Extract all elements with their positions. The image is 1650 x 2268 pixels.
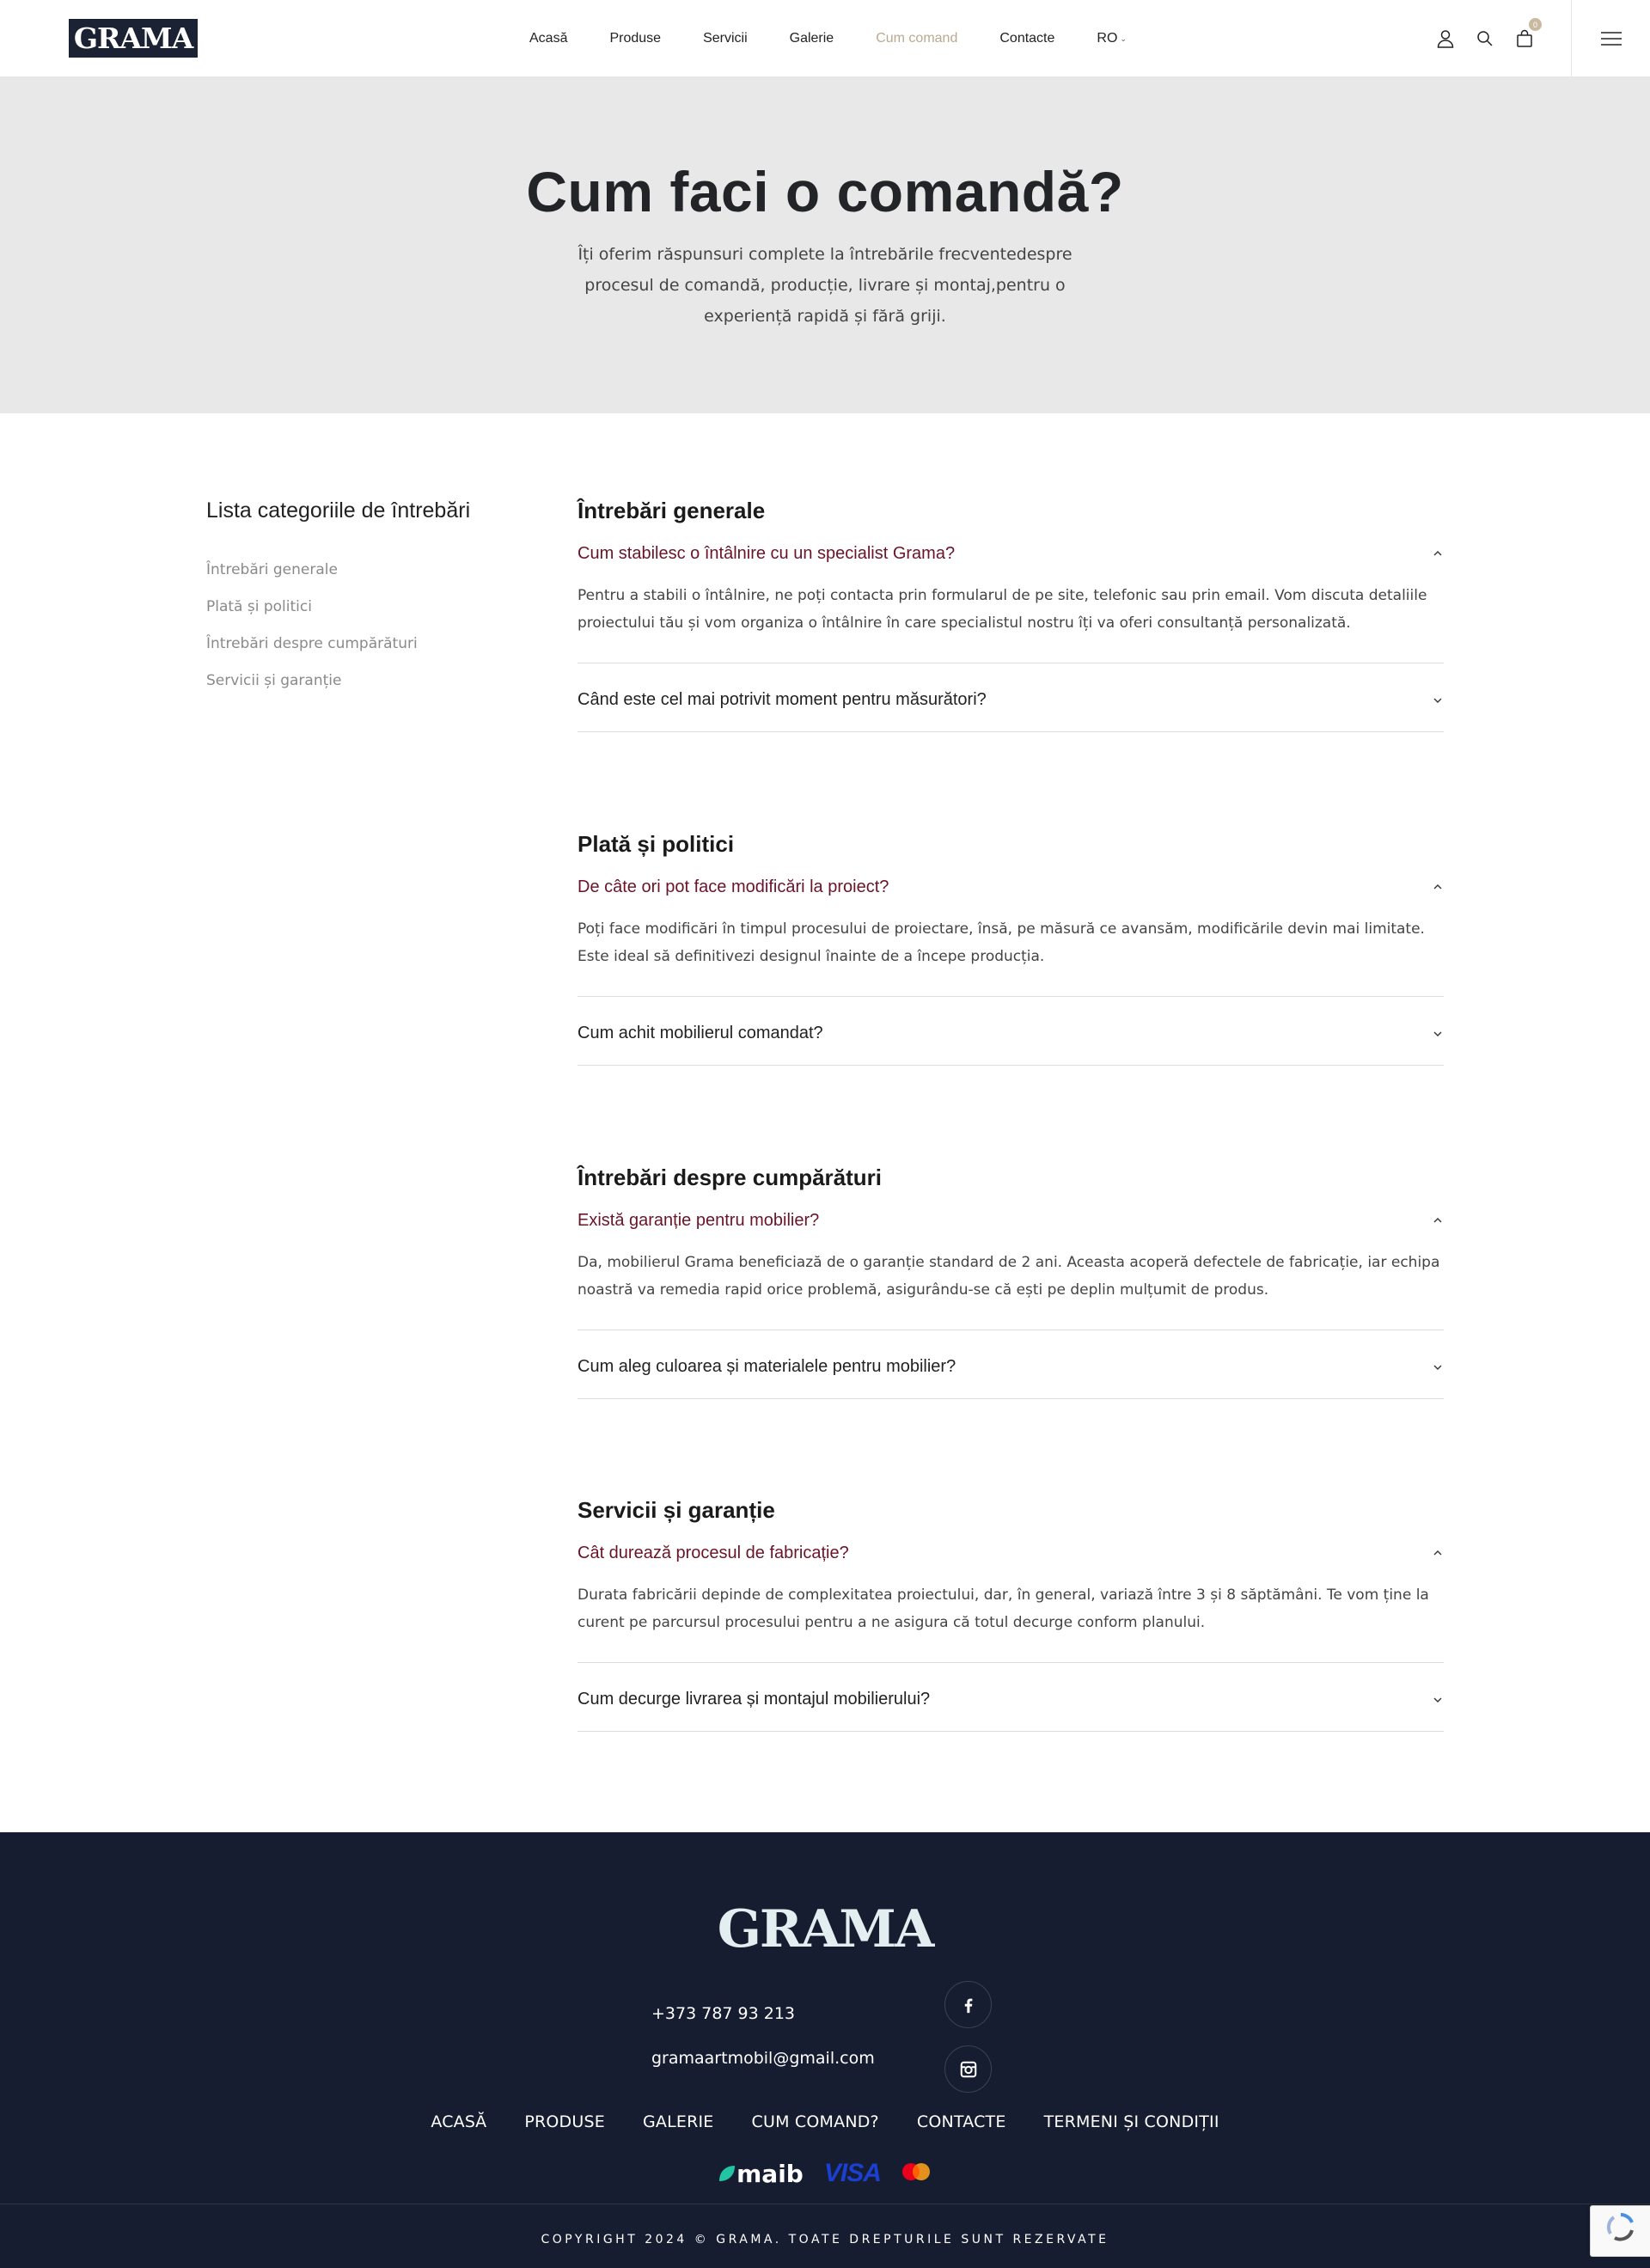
page-subtitle: Îți oferim răspunsuri complete la întrebările frecventedespre procesul de comandă, producție, livrare și montaj,pentru o experiență rapidă și fără griji. [578,245,1072,326]
recaptcha-icon [1605,2211,1636,2242]
shopping-bag-icon[interactable] [1514,20,1537,49]
faq-section-title: Întrebări despre cumpărături [578,1165,882,1190]
copyright: COPYRIGHT 2024 © GRAMA. TOATE DREPTURILE SUNT REZERVATE [541,2233,1109,2247]
footer-logo[interactable]: GRAMA [717,1899,933,1959]
footer-link-contacte[interactable]: CONTACTE [916,2112,1006,2131]
category-link-purchases[interactable]: Întrebări despre cumpărături [206,635,418,652]
language-label: RO [1097,31,1118,46]
instagram-icon [959,2060,978,2079]
chevron-up-icon [1432,1214,1444,1226]
main-nav [529,0,1169,77]
chevron-down-icon: ⌄ [1120,34,1127,43]
faq-section-title: Plată și politici [578,831,735,857]
footer-link-produse[interactable]: PRODUSE [524,2112,605,2131]
footer-nav [0,2112,1650,2131]
maib-logo [718,2160,804,2188]
footer-link-termeni[interactable]: TERMENI ȘI CONDIȚII [1043,2112,1219,2131]
chevron-up-icon [1432,881,1444,893]
chevron-down-icon [1432,1361,1444,1373]
faq-section-purchases [578,1163,1444,1399]
faq-answer: Pentru a stabili o întâlnire, ne poți contacta prin formularul de pe site, telefonic sau prin email. Vom discuta detaliile proiectului tău și vom organiza o întâlnire în care specialistul nostru îți va oferi consultanță personalizată. [578,587,1427,632]
faq-question-toggle[interactable] [578,1206,1444,1235]
faq-question-toggle[interactable] [578,1538,1444,1568]
faq-question: Când este cel mai potrivit moment pentru măsurători? [578,690,987,709]
site-header [0,0,1650,77]
faq-item-open [578,539,1444,663]
nav-item-produse[interactable]: Produse [609,31,662,46]
category-link-general[interactable]: Întrebări generale [206,561,338,578]
visa-logo: VISA [823,2159,881,2187]
maib-leaf-icon [718,2164,736,2183]
faq-section-title: Servicii și garanție [578,1497,775,1523]
faq-question: Cum aleg culoarea și materialele pentru mobilier? [578,1357,956,1376]
page-title: Cum faci o comandă? [526,160,1124,223]
faq-question: Cum decurge livrarea și montajul mobilierului? [578,1690,931,1709]
faq-answer: Da, mobilierul Grama beneficiază de o garanție standard de 2 ani. Aceasta acoperă defectele de fabricație, iar echipa noastră va remedia rapid orice problemă, asigurându-se că ești pe deplin mulțumit de produs. [578,1254,1440,1299]
faq-item-open [578,1206,1444,1330]
nav-item-acasa[interactable]: Acasă [529,31,568,46]
nav-item-contacte[interactable]: Contacte [999,31,1055,46]
faq-question: Cum stabilesc o întâlnire cu un specialist Grama? [578,543,956,563]
hero-section [0,77,1650,413]
user-icon[interactable] [1435,28,1456,49]
instagram-link[interactable] [944,2045,992,2093]
faq-question: Cât durează procesul de fabricație? [578,1543,849,1562]
maib-label: maib [736,2159,804,2188]
faq-question: Cum achit mobilierul comandat? [578,1024,823,1042]
chevron-up-icon [1432,1547,1444,1559]
faq-question: Există garanție pentru mobilier? [578,1210,820,1230]
footer-link-cum-comand[interactable]: CUM COMAND? [751,2112,879,2131]
categories-list [206,559,418,706]
footer-link-acasa[interactable]: ACASĂ [431,2112,487,2131]
site-footer [0,1832,1650,2268]
faq-question-toggle[interactable] [578,1663,1444,1732]
faq-answer: Durata fabricării depinde de complexitatea proiectului, dar, în general, variază între 3 și 8 săptămâni. Te vom ține la curent pe parcursul procesului pentru a ne asigura că totul decurge conform planului. [578,1586,1429,1631]
menu-button[interactable] [1571,0,1650,77]
logo[interactable]: GRAMA [69,19,198,58]
facebook-link[interactable] [944,1981,992,2028]
footer-link-galerie[interactable]: GALERIE [642,2112,714,2131]
cart-count-badge: 0 [1529,18,1542,31]
footer-email[interactable]: gramaartmobil@gmail.com [651,2049,875,2068]
faq-section-services [578,1495,1444,1732]
header-icons [1416,0,1535,77]
chevron-down-icon [1432,1694,1444,1706]
faq-question-toggle[interactable] [578,997,1444,1066]
categories-title: Lista categoriile de întrebări [206,498,471,523]
faq-item-open [578,1538,1444,1663]
mastercard-icon [900,2161,932,2186]
faq-question-toggle[interactable] [578,872,1444,902]
faq-question-toggle[interactable] [578,539,1444,568]
facebook-icon [959,1996,978,2014]
faq-answer: Poți face modificări în timpul procesului de proiectare, însă, pe măsură ce avansăm, modificările devin mai limitate. Este ideal să definitivezi designul înainte de a începe producția. [578,920,1425,965]
search-icon[interactable] [1475,28,1495,49]
language-selector[interactable] [1097,31,1127,46]
chevron-down-icon [1432,694,1444,706]
faq-section-payment [578,829,1444,1066]
footer-phone[interactable]: +373 787 93 213 [651,2004,796,2023]
nav-item-cum-comand[interactable]: Cum comand [876,31,958,46]
faq-section-title: Întrebări generale [578,498,766,523]
payment-methods [0,2159,1650,2188]
category-link-payment[interactable]: Plată și politici [206,598,312,615]
faq-section-general [578,496,1444,732]
faq-item-open [578,872,1444,997]
nav-item-galerie[interactable]: Galerie [789,31,834,46]
recaptcha-badge[interactable] [1590,2205,1650,2257]
faq-question-toggle[interactable] [578,663,1444,732]
chevron-down-icon [1432,1028,1444,1040]
faq-question: De câte ori pot face modificări la proiect? [578,877,889,896]
category-link-services[interactable]: Servicii și garanție [206,672,342,689]
faq-question-toggle[interactable] [578,1330,1444,1399]
nav-item-servicii[interactable]: Servicii [703,31,748,46]
chevron-up-icon [1432,547,1444,559]
menu-icon [1600,31,1622,46]
